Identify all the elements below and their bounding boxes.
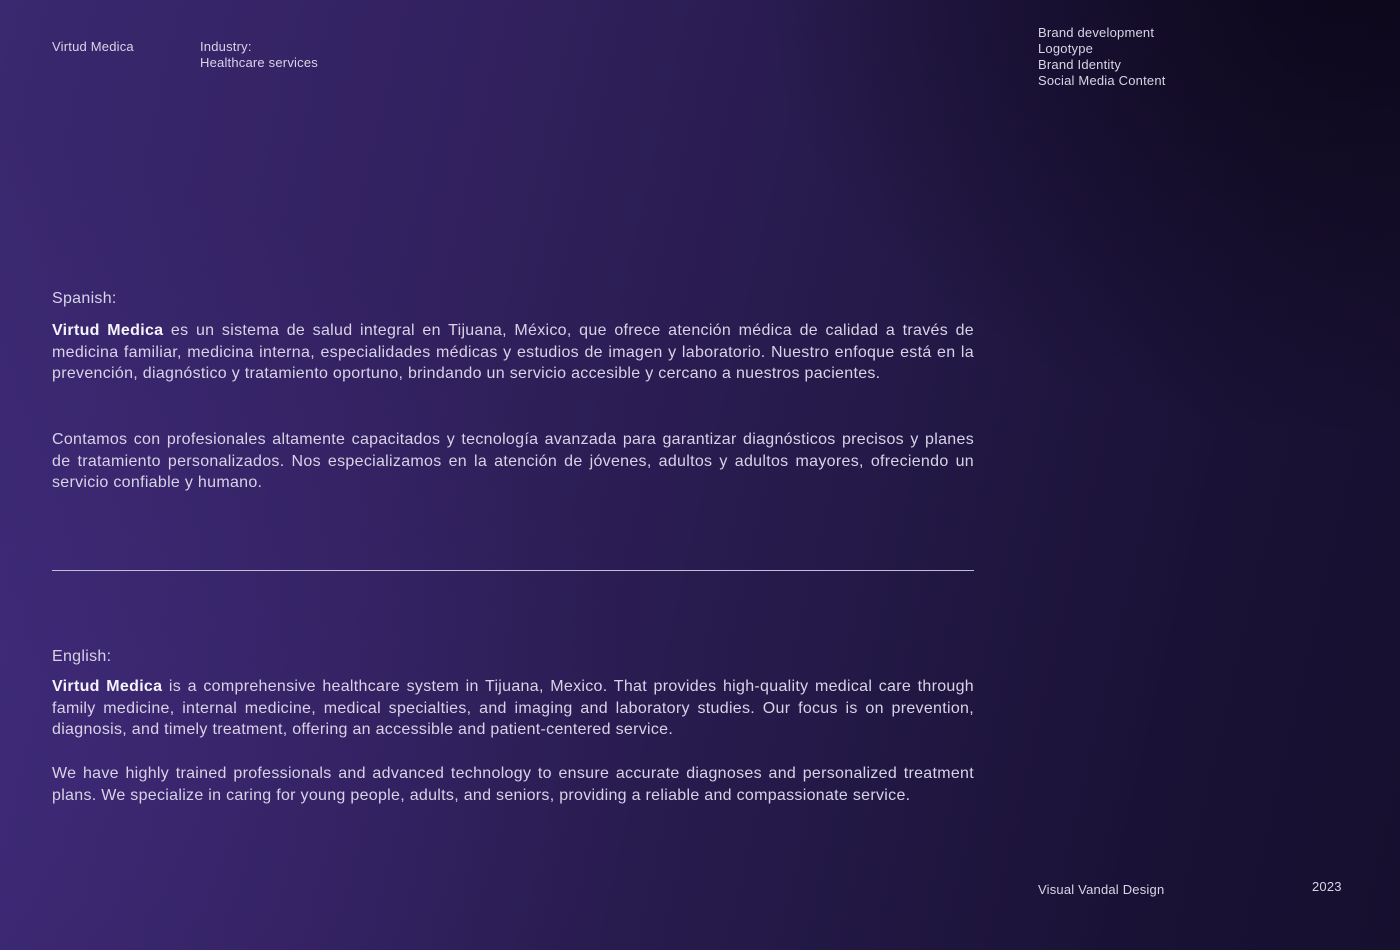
spanish-paragraph-2: Contamos con profesionales altamente capacitados y tecnología avanzada para garantizar diagnósticos precisos y planes de tratamiento personalizados. Nos especializamos en la atención de jóvenes, adultos y adultos mayores, ofreciendo un servicio confiable y humano.	[52, 431, 974, 492]
industry-label: Industry:	[200, 39, 252, 54]
service-item: Brand development	[1038, 25, 1155, 40]
english-section-label: English:	[52, 648, 112, 665]
industry-block	[200, 39, 318, 71]
brand-name: Virtud Medica	[52, 39, 134, 54]
spanish-section-label: Spanish:	[52, 290, 117, 307]
english-paragraph-2: We have highly trained professionals and advanced technology to ensure accurate diagnoses and personalized treatment plans. We specialize in caring for young people, adults, and seniors, providing a reliable and compassionate service.	[52, 765, 974, 804]
english-paragraph-1-text: is a comprehensive healthcare system in Tijuana, Mexico. That provides high-quality medical care through family medicine, internal medicine, medical specialties, and imaging and laboratory studies. Our focus is on prevention, diagnosis, and timely treatment, offering an accessible and patient-centered service.	[52, 678, 974, 739]
english-paragraph-1	[52, 676, 974, 741]
year-label: 2023	[1312, 879, 1342, 894]
industry-value: Healthcare services	[200, 55, 318, 70]
studio-credit: Visual Vandal Design	[1038, 882, 1165, 897]
brand-name-bold: Virtud Medica	[52, 678, 163, 695]
spanish-paragraph-1	[52, 320, 974, 385]
brand-name-bold: Virtud Medica	[52, 322, 164, 339]
services-list	[1038, 25, 1166, 89]
section-divider-line	[52, 570, 974, 571]
service-item: Brand Identity	[1038, 57, 1122, 72]
service-item: Social Media Content	[1038, 73, 1166, 88]
service-item: Logotype	[1038, 41, 1094, 56]
spanish-paragraph-1-text: es un sistema de salud integral en Tijuana, México, que ofrece atención médica de calidad a través de medicina familiar, medicina interna, especialidades médicas y estudios de imagen y laboratorio. Nuestro enfoque está en la prevención, diagnóstico y tratamiento oportuno, brindando un servicio accesible y cercano a nuestros pacientes.	[52, 322, 974, 383]
